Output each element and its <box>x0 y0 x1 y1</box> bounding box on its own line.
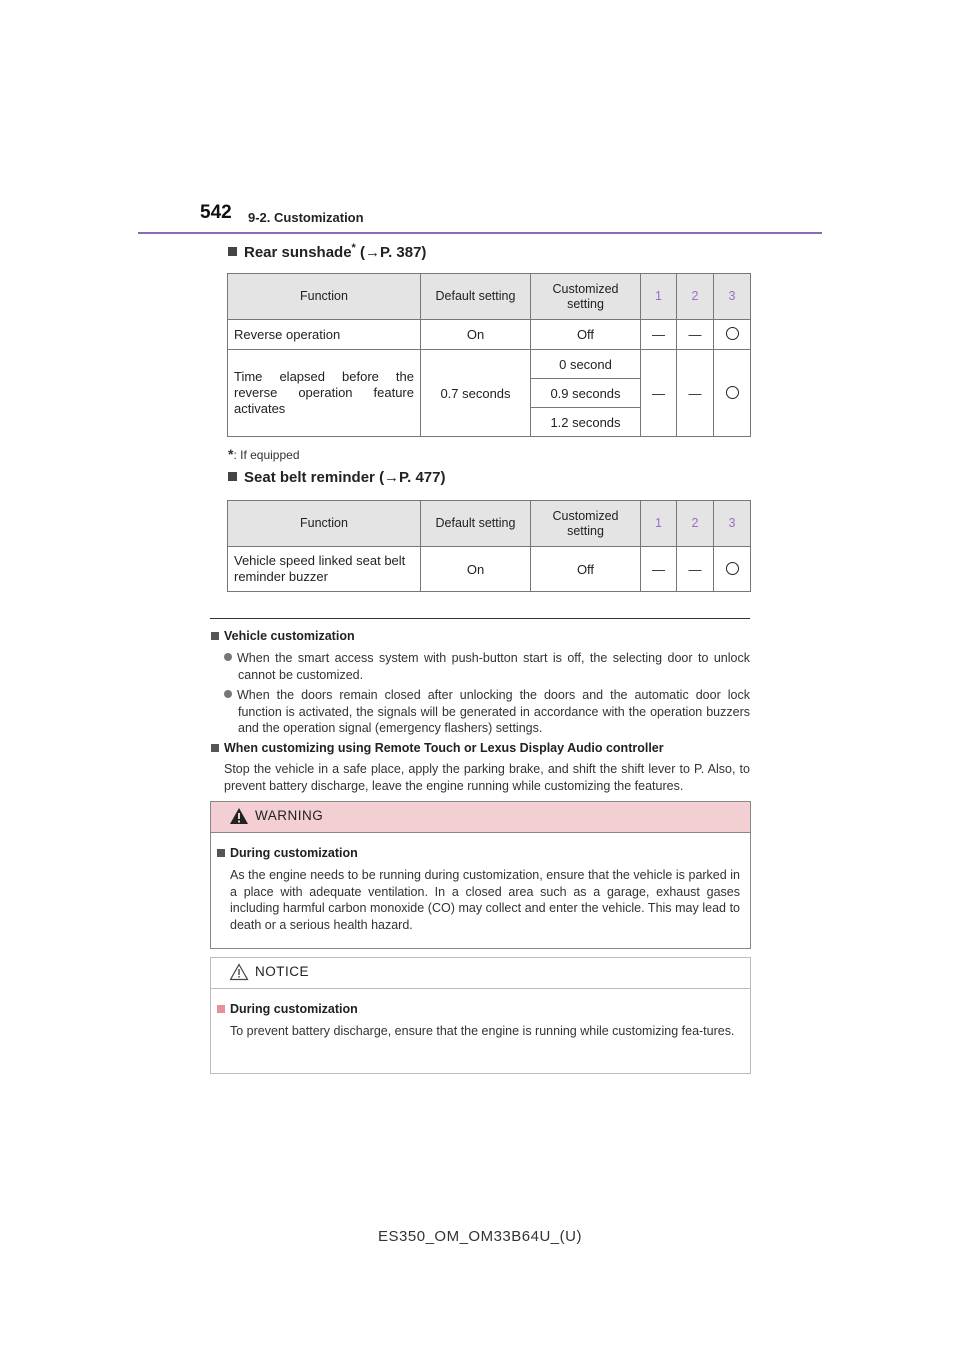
header-col2: 2 <box>677 274 714 320</box>
circle-mark-icon <box>726 386 739 399</box>
header-col3: 3 <box>714 274 751 320</box>
note-vehicle-customization-title: Vehicle customization <box>211 629 355 643</box>
note-bullet: When the doors remain closed after unlocking the doors and the automatic door lock function is activated, the signals will be generated in accordance with the operation buzzers and the operation signal (emergency flashers) settings. <box>224 687 750 737</box>
header-rule <box>138 232 822 234</box>
seat-belt-heading: Seat belt reminder (→P. 477) <box>228 469 446 486</box>
header-function: Function <box>228 501 421 547</box>
footnote-star: * <box>351 242 356 254</box>
square-bullet-icon <box>211 744 219 752</box>
notice-box <box>210 957 751 1074</box>
document-code: ES350_OM_OM33B64U_(U) <box>378 1228 582 1245</box>
warning-title: During customization <box>217 846 358 860</box>
note-remote-touch-title: When customizing using Remote Touch or Lexus Display Audio controller <box>211 741 664 755</box>
page-ref: (→P. 387) <box>360 244 427 261</box>
warning-box <box>210 801 751 949</box>
table-row: Vehicle speed linked seat belt reminder buzzer On Off — — <box>228 547 751 592</box>
table-subrow: 1.2 seconds <box>228 408 751 437</box>
note-remote-touch-text: Stop the vehicle in a safe place, apply the parking brake, and shift the shift lever to P. Also, to prevent battery discharge, leave the engine running while customizing the features. <box>224 762 750 793</box>
header-col2: 2 <box>677 501 714 547</box>
rear-sunshade-heading: Rear sunshade* (→P. 387) <box>228 242 426 261</box>
square-bullet-icon <box>228 247 237 256</box>
square-bullet-icon <box>211 632 219 640</box>
table-row: Time elapsed before the reverse operation feature activates 0.7 seconds 0 second — — <box>228 350 751 379</box>
notice-text: To prevent battery discharge, ensure that the engine is running while customizing fea-tures. <box>230 1024 735 1038</box>
section-title: 9-2. Customization <box>248 210 364 225</box>
round-bullet-icon <box>224 690 232 698</box>
square-bullet-icon <box>217 1005 225 1013</box>
header-col1: 1 <box>641 274 677 320</box>
page-number: 542 <box>200 202 232 223</box>
table-header-row <box>228 274 751 320</box>
header-col1: 1 <box>641 501 677 547</box>
circle-mark-icon <box>726 327 739 340</box>
header-default: Default setting <box>421 274 531 320</box>
circle-mark-icon <box>726 562 739 575</box>
notice-triangle-icon <box>229 963 249 981</box>
warning-text: As the engine needs to be running during customization, ensure that the vehicle is parked in a place with adequate ventilation. In a closed area such as a garage, exhaust gases including harmful carbon monoxide (CO) may collect and enter the vehicle. This may lead to death or a serious health hazard. <box>230 868 740 932</box>
header-col3: 3 <box>714 501 751 547</box>
warning-header <box>211 802 750 833</box>
square-bullet-icon <box>217 849 225 857</box>
table-subrow: 0.9 seconds <box>228 379 751 408</box>
round-bullet-icon <box>224 653 232 661</box>
notice-label: NOTICE <box>255 964 310 979</box>
warning-label: WARNING <box>255 808 324 823</box>
notes-divider <box>210 618 750 619</box>
warning-triangle-icon <box>229 807 249 825</box>
header-default: Default setting <box>421 501 531 547</box>
page-ref: (→P. 477) <box>379 469 446 486</box>
footnote: *: If equipped <box>228 446 300 462</box>
notice-header <box>211 958 750 989</box>
seat-belt-table <box>227 500 751 592</box>
notice-title: During customization <box>217 1002 358 1016</box>
header-function: Function <box>228 274 421 320</box>
header-customized: Customized setting <box>531 274 641 320</box>
square-bullet-icon <box>228 472 237 481</box>
table-header-row <box>228 501 751 547</box>
rear-sunshade-table <box>227 273 751 437</box>
header-customized: Customized setting <box>531 501 641 547</box>
table-row: Reverse operation On Off — — <box>228 320 751 350</box>
note-bullet: When the smart access system with push-button start is off, the selecting door to unlock cannot be customized. <box>224 650 750 683</box>
